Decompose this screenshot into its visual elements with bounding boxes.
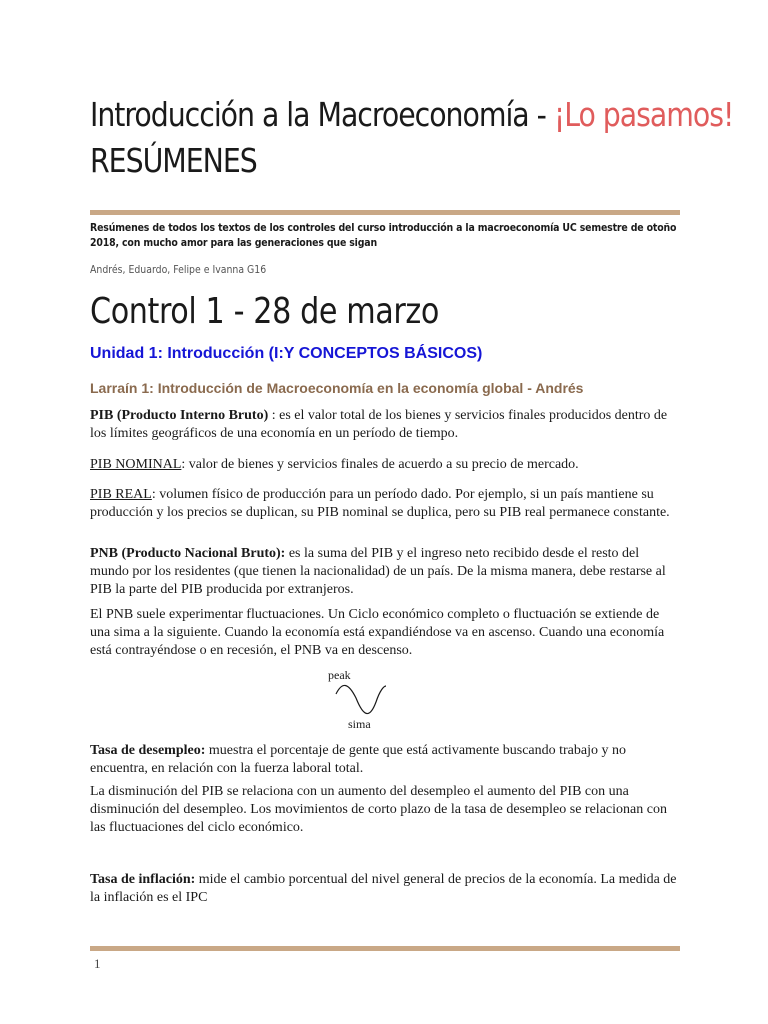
term-pib-nominal: PIB NOMINAL <box>90 457 182 472</box>
intro-text: Resúmenes de todos los textos de los controles del curso introducción a la macroeconomía UC semestre de otoño 2018, con mucho amor para las generaciones que sigan <box>90 221 677 249</box>
text-pib-real: : volumen físico de producción para un período dado. Por ejemplo, si un país mantiene su producción y los precios se duplican, su PIB nominal se duplica, pero su PIB real permanece constante. <box>90 487 670 520</box>
term-desempleo: Tasa de desempleo: <box>90 743 206 758</box>
term-inflacion: Tasa de inflación: <box>90 872 196 887</box>
paragraph-disminucion <box>90 783 678 837</box>
paragraph-pib <box>90 407 678 443</box>
text-pnb: es la suma del PIB y el ingreso neto recibido desde el resto del mundo por los residentes (que tienen la nacionalidad) de un país. De la misma manera, debe restarse al PIB la parte del PIB producida por extranjeros. <box>90 546 666 597</box>
term-pib-real: PIB REAL <box>90 487 152 502</box>
peak-label: peak <box>328 668 351 682</box>
text-ciclo: El PNB suele experimentar fluctuaciones. Un Ciclo económico completo o fluctuación se extiende de una sima a la siguiente. Cuando la economía está expandiéndose va en ascenso. Cuando una economía está contrayéndose o en recesión, el PNB va en descenso. <box>90 607 665 658</box>
title-subtitle: RESÚMENES <box>90 141 257 180</box>
text-desempleo: muestra el porcentaje de gente que está activamente buscando trabajo y no encuentra, en relación con la fuerza laboral total. <box>90 743 626 776</box>
unit-heading: Unidad 1: Introducción (I:Y CONCEPTOS BÁSICOS) <box>90 345 483 362</box>
paragraph-ciclo <box>90 606 678 660</box>
bottom-divider <box>90 946 680 951</box>
paragraph-desempleo <box>90 742 678 778</box>
document-title <box>90 92 733 184</box>
text-pib: : es el valor total de los bienes y servicios finales producidos dentro de los límites geográficos de una economía en un período de tiempo. <box>90 408 668 441</box>
text-disminucion: La disminución del PIB se relaciona con un aumento del desempleo el aumento del PIB con una disminución del desempleo. Los movimientos de corto plazo de la tasa de desempleo se relacionan con las fluctuaciones del ciclo económico. <box>90 784 667 835</box>
paragraph-inflacion <box>90 871 678 907</box>
text-pib-nominal: : valor de bienes y servicios finales de acuerdo a su precio de mercado. <box>181 457 579 472</box>
trough-label: sima <box>348 717 371 731</box>
top-divider <box>90 210 680 215</box>
term-pib: PIB (Producto Interno Bruto) <box>90 408 269 423</box>
paragraph-pnb <box>90 545 678 599</box>
text-inflacion: mide el cambio porcentual del nivel general de precios de la economía. La medida de la inflación es el IPC <box>90 872 677 905</box>
paragraph-pib-nominal <box>90 456 678 474</box>
paragraph-pib-real <box>90 486 678 522</box>
title-main: Introducción a la Macroeconomía - <box>90 95 554 134</box>
control-heading: Control 1 - 28 de marzo <box>90 291 439 332</box>
authors-line: Andrés, Eduardo, Felipe e Ivanna G16 <box>90 263 267 276</box>
section-heading: Larraín 1: Introducción de Macroeconomía en la economía global - Andrés <box>90 380 584 396</box>
title-accent: ¡Lo pasamos! <box>553 95 734 134</box>
page-number: 1 <box>94 956 101 971</box>
term-pnb: PNB (Producto Nacional Bruto): <box>90 546 286 561</box>
